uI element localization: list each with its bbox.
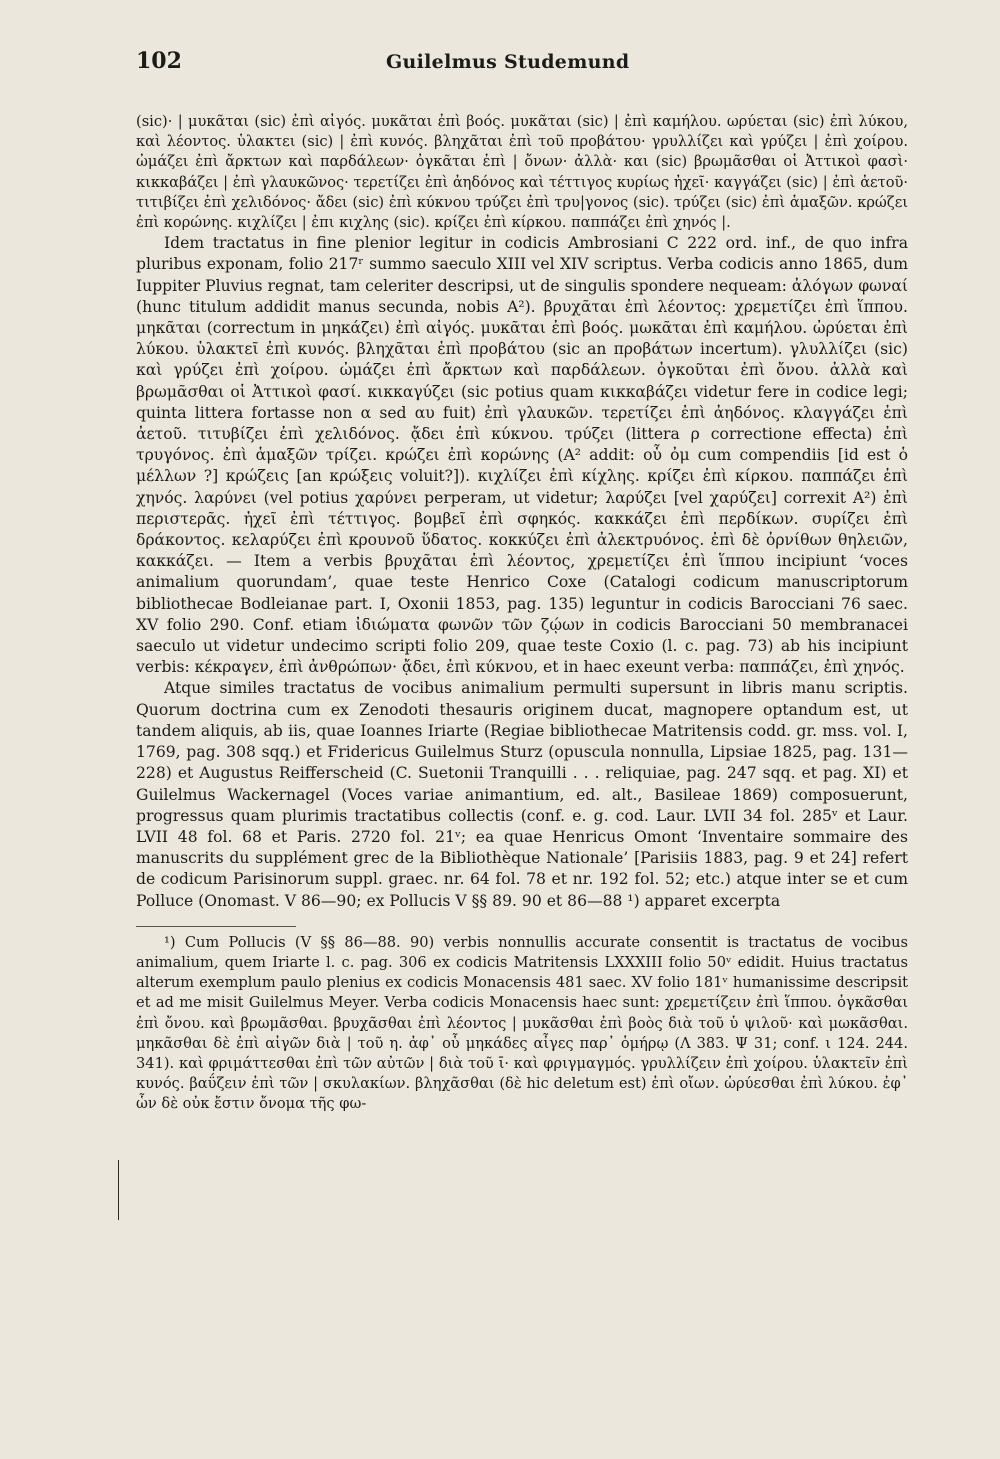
margin-pencil-mark	[118, 1160, 119, 1220]
page-header	[136, 48, 908, 90]
page-number: 102	[136, 48, 182, 74]
paragraph-similes-tractatus: Atque similes tractatus de vocibus animalium permulti supersunt in libris manu scriptis. Quorum doctrina cum ex Zenodoti thesauris originem ducat, magnopere optandum est, ut tandem aliquis, ab iis, quae Ioannes Iriarte (Regiae bibliothecae Matritensis codd. gr. mss. vol. I, 1769, pag. 308 sqq.) et Fridericus Guilelmus Sturz (opuscula nonnulla, Lipsiae 1825, pag. 131—228) et Augustus Reifferscheid (C. Suetonii Tranquilli . . . reliquiae, pag. 247 sqq. et pag. XI) et Guilelmus Wackernagel (Voces variae animantium, ed. alt., Basileae 1869) composuerunt, progressus quam plurimis tractatibus collectis (conf. e. g. cod. Laur. LVII 34 fol. 285ᵛ et Laur. LVII 48 fol. 68 et Paris. 2720 fol. 21ᵛ; ea quae Henricus Omont ‘Inventaire sommaire des manuscrits du supplément grec de la Bibliothèque Nationale’ [Parisiis 1883, pag. 9 et 24] refert de codicum Parisinorum suppl. graec. nr. 64 fol. 78 et nr. 192 fol. 52; etc.) atque inter se et cum Polluce (Onomast. V 86—90; ex Pollucis V §§ 89. 90 et 86—88 ¹) apparet excerpta	[136, 679, 908, 910]
greek-excerpt-paragraph: (sic)· | μυκᾶται (sic) ἐπὶ αἰγός. μυκᾶται ἐπὶ βοός. μυκᾶται (sic) | ἐπὶ καμήλου. ωρύεται (sic) ἐπὶ λύκου, καὶ λέοντος. ὑλακτει (sic) | ἐπὶ κυνός. βληχᾶται ἐπὶ τοῦ προβάτου· γρυλλίζει καὶ γρύζει | ἐπὶ χοίρου. ὠμάζει ἐπὶ ἄρκτων καὶ παρδάλεων· ὀγκᾶται ἐπὶ | ὄνων· ἀλλὰ· και (sic) βρωμᾶσθαι οἱ Ἀττικοὶ φασὶ· κικκαβάζει | ἐπὶ γλαυκῶνος· τερετίζει ἐπὶ ἀηδόνος καὶ τέττιγος κυρίως ἠχεῖ· καγγάζει (sic) | ἐπὶ ἀετοῦ· τιτιβίζει ἐπὶ χελιδόνος· ἄδει (sic) ἐπὶ κύκνου τρύζει ἐπὶ τρυ|γονος (sic). τρύζει (sic) ἐπὶ ἁμαξῶν. κρώζει ἐπὶ κορώνης. κιχλίζει | ἐπι κιχλης (sic). κρίζει ἐπὶ κίρκου. παππάζει ἐπὶ χηνός |.	[136, 113, 908, 232]
paragraph-ambrosiani: Idem tractatus in fine plenior legitur in codicis Ambrosiani C 222 ord. inf., de quo infra pluribus exponam, folio 217ʳ summo saeculo XIII vel XIV scriptus. Verba codicis anno 1865, dum Iuppiter Pluvius regnat, tam celeriter descripsi, ut de singulis spondere nequeam: ἀλόγων φωναί (hunc titulum addidit manus secunda, nobis A²). βρυχᾶται ἐπὶ λέοντος: χρεμετίζει ἐπὶ ἵππου. μηκᾶται (correctum in μηκάζει) ἐπὶ αἰγός. μυκᾶται ἐπὶ βοός. μωκᾶται ἐπὶ καμήλου. ὠρύεται ἐπὶ λύκου. ὑλακτεῖ ἐπὶ κυνός. βληχᾶται ἐπὶ προβάτου (sic an προβάτων incertum). γλυλλίζει (sic) καὶ γρύζει ἐπὶ χοίρου. ὠμάζει ἐπὶ ἄρκτων καὶ παρδάλεων. ὀγκοῦται ἐπὶ ὄνου. ἀλλὰ καὶ βρωμᾶσθαι οἱ Ἀττικοὶ φασί. κικκαγύζει (sic potius quam κικκαβάζει videtur fere in codice legi; quinta littera fortasse non α sed αυ fuit) ἐπὶ γλαυκῶν. τερετίζει ἐπὶ ἀηδόνος. κλαγγάζει ἐπὶ ἀετοῦ. τιτυβίζει ἐπὶ χελιδόνος. ᾄδει ἐπὶ κύκνου. τρύζει (littera ρ correctione effecta) ἐπὶ τρυγόνος. ἐπὶ ἁμαξῶν τρίζει. κρώζει ἐπὶ κορώνης (A² addit: οὗ ὀμ cum compendiis [id est ὁ μέλλων ?] κρώζεις [an κρώξεις voluit?]). κιχλίζει ἐπὶ κίχλης. κρίζει ἐπὶ κίρκου. παππάζει ἐπὶ χηνός. λαρύνει (vel potius χαρύνει perperam, ut videtur; λαρύζει [vel χαρύζει] correxit A²) ἐπὶ περιστερᾶς. ἠχεῖ ἐπὶ τέττιγος. βομβεῖ ἐπὶ σφηκός. κακκάζει ἐπὶ περδίκων. συρίζει ἐπὶ δράκοντος. κελαρύζει ἐπὶ κρουνοῦ ὕδατος. κοκκύζει ἐπὶ ἀλεκτρυόνος. ἐπὶ δὲ ὀρνίθων θηλειῶν, κακκάζει. — Item a verbis βρυχᾶται ἐπὶ λέοντος, χρεμετίζει ἐπὶ ἵππου incipiunt ‘voces animalium quorundam’, quae teste Henrico Coxe (Catalogi codicum manuscriptorum bibliothecae Bodleianae part. I, Oxonii 1853, pag. 135) leguntur in codicis Barocciani 76 saec. XV folio 290. Conf. etiam ἰδιώματα φωνῶν τῶν ζῴων in codicis Barocciani 50 membranacei saeculo ut videtur undecimo scripti folio 209, quae teste Coxio (l. c. pag. 73) ab his incipiunt verbis: κέκραγεν, ἐπὶ ἀνθρώπων· ᾄδει, ἐπὶ κύκνου, et in haec exeunt verba: παππάζει, ἐπὶ χηνός.	[136, 234, 908, 677]
running-head: Guilelmus Studemund	[386, 51, 630, 73]
footnote-divider	[136, 926, 296, 927]
footnotes	[136, 933, 908, 1115]
footnote-1: ¹) Cum Pollucis (V §§ 86—88. 90) verbis nonnullis accurate consentit is tractatus de vocibus animalium, quem Iriarte l. c. pag. 306 ex codicis Matritensis LXXXIII folio 50ᵛ edidit. Huius tractatus alterum exemplum paulo plenius ex codicis Monacensis 481 saec. XV folio 181ᵛ humanissime descripsit et ad me misit Guilelmus Meyer. Verba codicis Monacensis haec sunt: χρεμετίζειν ἐπὶ ἵππου. ὀγκᾶσθαι ἐπὶ ὄνου. καὶ βρωμᾶσθαι. βρυχᾶσθαι ἐπὶ λέοντος | μυκᾶσθαι ἐπὶ βοὸς διὰ τοῦ ὑ ψιλοῦ· καὶ μωκᾶσθαι. μηκᾶσθαι δὲ ἐπὶ αἰγῶν διὰ | τοῦ η. ἀφ᾽ οὗ μηκάδες αἶγες παρ᾽ ὁμήρῳ (Λ 383. Ψ 31; conf. ι 124. 244. 341). καὶ φριμάττεσθαι ἐπὶ τῶν αὐτῶν | διὰ τοῦ ῑ· καὶ φριγμαγμός. γρυλλίζειν ἐπὶ χοίρου. ὑλακτεῖν ἐπὶ κυνός. βαΰζειν ἐπὶ τῶν | σκυλακίων. βληχᾶσθαι (δὲ hic deletum est) ἐπὶ οἴων. ὠρύεσθαι ἐπὶ λύκου. ἐφ᾽ ὧν δὲ οὐκ ἔστιν ὄνομα τῆς φω-	[136, 933, 908, 1113]
body-text	[136, 112, 908, 912]
